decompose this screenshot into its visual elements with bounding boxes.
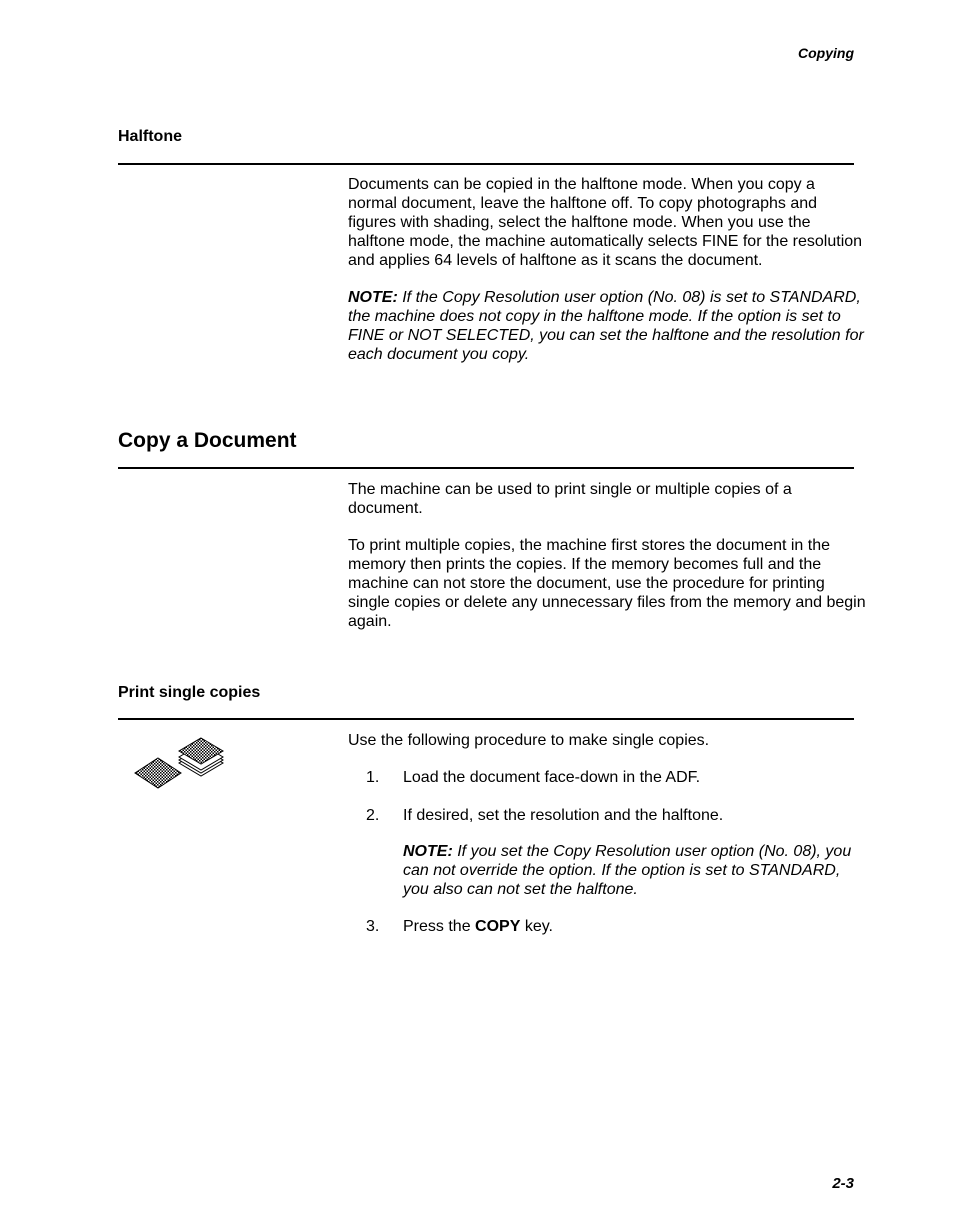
- halftone-rule: [118, 163, 854, 165]
- copy-key-name: COPY: [475, 918, 521, 935]
- step-2-note-text: If you set the Copy Resolution user option (No. 08), you can not override the option. If the option is set to STANDARD, you also can not set the halftone.: [403, 843, 852, 898]
- step-1-text: Load the document face-down in the ADF.: [403, 769, 701, 786]
- copy-document-heading: Copy a Document: [118, 429, 297, 452]
- step-3-text-before: Press the: [403, 918, 476, 935]
- print-single-intro: Use the following procedure to make single copies.: [348, 732, 710, 749]
- step-1-number: 1.: [366, 769, 380, 786]
- copy-document-paragraph-2: To print multiple copies, the machine first stores the document in the memory then prints the copies. If the memory becomes full and the machine can not store the document, use the procedure for printing single copies or delete any unnecessary files from the memory and begin again.: [348, 537, 866, 630]
- copy-document-paragraph-1: The machine can be used to print single or multiple copies of a document.: [348, 481, 792, 517]
- print-single-rule: [118, 718, 854, 720]
- stacked-documents-icon: [133, 736, 233, 796]
- step-2-number: 2.: [366, 807, 380, 824]
- copy-document-rule: [118, 467, 854, 469]
- step-1: [366, 768, 866, 787]
- page-number: 2-3: [832, 1175, 854, 1192]
- copy-document-body: [348, 480, 868, 631]
- step-2-note-label: NOTE:: [403, 843, 453, 860]
- step-2: [366, 806, 866, 825]
- step-3-number: 3.: [366, 918, 380, 935]
- step-2-text: If desired, set the resolution and the halftone.: [403, 807, 724, 824]
- halftone-paragraph: Documents can be copied in the halftone mode. When you copy a normal document, leave the halftone off. To copy photographs and figures with shading, select the halftone mode. When you use the halftone mode, the machine automatically selects FINE for the resolution and applies 64 levels of halftone as it scans the document.: [348, 176, 863, 269]
- halftone-note-text: If the Copy Resolution user option (No. 08) is set to STANDARD, the machine does not copy in the halftone mode. If the option is set to FINE or NOT SELECTED, you can set the halftone and the resolution for each document you copy.: [348, 289, 864, 363]
- print-single-heading: Print single copies: [118, 684, 261, 701]
- step-3-text-after: key.: [520, 918, 553, 935]
- halftone-heading: Halftone: [118, 128, 182, 145]
- halftone-note: [348, 288, 868, 364]
- step-3: [366, 917, 866, 936]
- running-head: Copying: [798, 45, 854, 61]
- step-2-note: [403, 842, 863, 899]
- halftone-note-label: NOTE:: [348, 289, 398, 306]
- halftone-body: [348, 175, 868, 364]
